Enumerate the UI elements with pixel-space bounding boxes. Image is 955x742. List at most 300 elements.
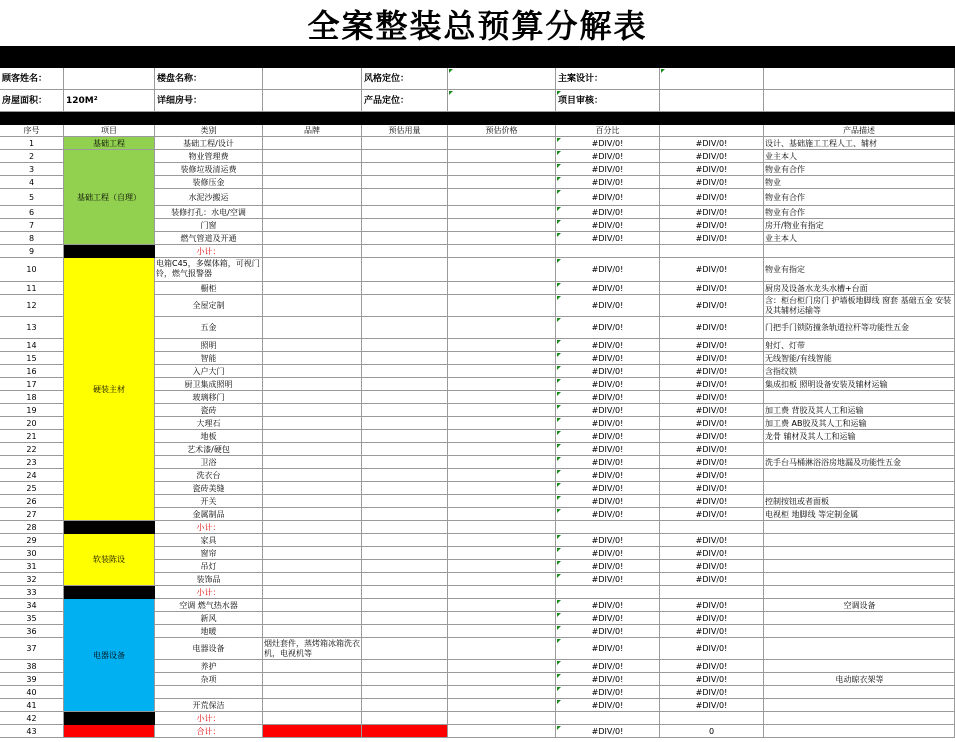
price-cell[interactable]	[448, 456, 556, 469]
row-number[interactable]: 6	[0, 206, 64, 219]
brand-cell[interactable]	[263, 660, 362, 673]
percent-cell[interactable]: #DIV/0!	[556, 417, 660, 430]
brand-cell[interactable]	[263, 189, 362, 206]
price-cell[interactable]	[448, 612, 556, 625]
description-cell[interactable]	[764, 699, 955, 712]
percent-cell[interactable]: #DIV/0!	[556, 599, 660, 612]
quantity-cell[interactable]	[362, 469, 448, 482]
percent-cell[interactable]: #DIV/0!	[556, 317, 660, 339]
price-cell[interactable]	[448, 339, 556, 352]
category-cell[interactable]: 瓷砖美缝	[155, 482, 263, 495]
brand-cell[interactable]	[263, 339, 362, 352]
project-group[interactable]: 基础工程	[64, 137, 155, 150]
category-cell[interactable]: 养护	[155, 660, 263, 673]
brand-cell[interactable]	[263, 547, 362, 560]
quantity-cell[interactable]	[362, 352, 448, 365]
quantity-cell[interactable]	[362, 206, 448, 219]
description-cell[interactable]: 射灯、灯带	[764, 339, 955, 352]
percent-cell[interactable]: #DIV/0!	[556, 560, 660, 573]
percent-cell[interactable]: #DIV/0!	[556, 482, 660, 495]
category-cell[interactable]: 智能	[155, 352, 263, 365]
category-cell[interactable]: 燃气管道及开通	[155, 232, 263, 245]
brand-cell[interactable]	[263, 712, 362, 725]
quantity-cell[interactable]	[362, 137, 448, 150]
price-cell[interactable]	[448, 417, 556, 430]
description-cell[interactable]: 集成扣板 照明设备安装及辅材运输	[764, 378, 955, 391]
row-number[interactable]: 23	[0, 456, 64, 469]
info-cell[interactable]	[764, 68, 955, 90]
row-number[interactable]: 7	[0, 219, 64, 232]
price-cell[interactable]	[448, 317, 556, 339]
percent2-cell[interactable]: #DIV/0!	[660, 163, 764, 176]
info-cell[interactable]: 顾客姓名：	[0, 68, 64, 90]
price-cell[interactable]	[448, 282, 556, 295]
info-cell[interactable]: 项目审核：	[556, 90, 660, 112]
percent-cell[interactable]: #DIV/0!	[556, 456, 660, 469]
percent2-cell[interactable]: #DIV/0!	[660, 206, 764, 219]
quantity-cell[interactable]	[362, 391, 448, 404]
brand-cell[interactable]	[263, 443, 362, 456]
project-group[interactable]: 基础工程（自理）	[64, 150, 155, 245]
quantity-cell[interactable]	[362, 673, 448, 686]
category-cell[interactable]: 小计：	[155, 245, 263, 258]
brand-cell[interactable]	[263, 534, 362, 547]
price-cell[interactable]	[448, 232, 556, 245]
category-cell[interactable]: 卫浴	[155, 456, 263, 469]
row-number[interactable]: 33	[0, 586, 64, 599]
price-cell[interactable]	[448, 699, 556, 712]
percent2-cell[interactable]: #DIV/0!	[660, 417, 764, 430]
row-number[interactable]: 38	[0, 660, 64, 673]
percent-cell[interactable]: #DIV/0!	[556, 137, 660, 150]
price-cell[interactable]	[448, 430, 556, 443]
percent2-cell[interactable]: #DIV/0!	[660, 456, 764, 469]
description-cell[interactable]	[764, 391, 955, 404]
category-cell[interactable]: 杂项	[155, 673, 263, 686]
percent2-cell[interactable]: #DIV/0!	[660, 638, 764, 660]
category-cell[interactable]: 装饰品	[155, 573, 263, 586]
category-cell[interactable]: 橱柜	[155, 282, 263, 295]
category-cell[interactable]: 小计：	[155, 586, 263, 599]
row-number[interactable]: 24	[0, 469, 64, 482]
category-cell[interactable]: 地板	[155, 430, 263, 443]
description-cell[interactable]	[764, 547, 955, 560]
price-cell[interactable]	[448, 206, 556, 219]
category-cell[interactable]: 开关	[155, 495, 263, 508]
quantity-cell[interactable]	[362, 150, 448, 163]
percent-cell[interactable]: #DIV/0!	[556, 365, 660, 378]
description-cell[interactable]	[764, 638, 955, 660]
price-cell[interactable]	[448, 258, 556, 282]
price-cell[interactable]	[448, 404, 556, 417]
percent-cell[interactable]: #DIV/0!	[556, 686, 660, 699]
brand-cell[interactable]	[263, 417, 362, 430]
category-cell[interactable]: 洗衣台	[155, 469, 263, 482]
row-number[interactable]: 20	[0, 417, 64, 430]
percent2-cell[interactable]: #DIV/0!	[660, 317, 764, 339]
percent2-cell[interactable]: #DIV/0!	[660, 547, 764, 560]
info-cell[interactable]	[660, 90, 764, 112]
quantity-cell[interactable]	[362, 232, 448, 245]
quantity-cell[interactable]	[362, 625, 448, 638]
quantity-cell[interactable]	[362, 534, 448, 547]
row-number[interactable]: 29	[0, 534, 64, 547]
quantity-cell[interactable]	[362, 317, 448, 339]
category-cell[interactable]: 五金	[155, 317, 263, 339]
brand-cell[interactable]	[263, 456, 362, 469]
row-number[interactable]: 5	[0, 189, 64, 206]
brand-cell[interactable]	[263, 686, 362, 699]
quantity-cell[interactable]	[362, 725, 448, 738]
description-cell[interactable]	[764, 245, 955, 258]
percent2-cell[interactable]: #DIV/0!	[660, 495, 764, 508]
row-number[interactable]: 35	[0, 612, 64, 625]
category-cell[interactable]: 物业管理费	[155, 150, 263, 163]
row-number[interactable]: 1	[0, 137, 64, 150]
info-cell[interactable]: 产品定位：	[362, 90, 448, 112]
row-number[interactable]: 11	[0, 282, 64, 295]
price-cell[interactable]	[448, 725, 556, 738]
percent2-cell[interactable]: #DIV/0!	[660, 660, 764, 673]
brand-cell[interactable]	[263, 430, 362, 443]
percent2-cell[interactable]: #DIV/0!	[660, 365, 764, 378]
percent-cell[interactable]: #DIV/0!	[556, 699, 660, 712]
quantity-cell[interactable]	[362, 712, 448, 725]
brand-cell[interactable]	[263, 163, 362, 176]
quantity-cell[interactable]	[362, 521, 448, 534]
price-cell[interactable]	[448, 245, 556, 258]
description-cell[interactable]: 无线智能/有线智能	[764, 352, 955, 365]
percent-cell[interactable]: #DIV/0!	[556, 232, 660, 245]
price-cell[interactable]	[448, 586, 556, 599]
row-number[interactable]: 30	[0, 547, 64, 560]
brand-cell[interactable]	[263, 573, 362, 586]
row-number[interactable]: 10	[0, 258, 64, 282]
percent2-cell[interactable]: 0	[660, 725, 764, 738]
category-cell[interactable]: 窗帘	[155, 547, 263, 560]
brand-cell[interactable]	[263, 245, 362, 258]
percent2-cell[interactable]: #DIV/0!	[660, 150, 764, 163]
price-cell[interactable]	[448, 534, 556, 547]
description-cell[interactable]: 控制按钮或者面板	[764, 495, 955, 508]
quantity-cell[interactable]	[362, 404, 448, 417]
price-cell[interactable]	[448, 219, 556, 232]
category-cell[interactable]: 玻璃移门	[155, 391, 263, 404]
percent2-cell[interactable]: #DIV/0!	[660, 625, 764, 638]
percent-cell[interactable]: #DIV/0!	[556, 391, 660, 404]
percent-cell[interactable]: #DIV/0!	[556, 612, 660, 625]
row-number[interactable]: 32	[0, 573, 64, 586]
brand-cell[interactable]	[263, 232, 362, 245]
category-cell[interactable]: 瓷砖	[155, 404, 263, 417]
description-cell[interactable]: 龙骨 辅材及其人工和运输	[764, 430, 955, 443]
row-number[interactable]: 42	[0, 712, 64, 725]
category-cell[interactable]: 吊灯	[155, 560, 263, 573]
percent2-cell[interactable]: #DIV/0!	[660, 378, 764, 391]
price-cell[interactable]	[448, 521, 556, 534]
percent-cell[interactable]: #DIV/0!	[556, 295, 660, 317]
quantity-cell[interactable]	[362, 660, 448, 673]
row-number[interactable]: 17	[0, 378, 64, 391]
percent2-cell[interactable]: #DIV/0!	[660, 137, 764, 150]
price-cell[interactable]	[448, 712, 556, 725]
category-cell[interactable]: 小计：	[155, 521, 263, 534]
price-cell[interactable]	[448, 176, 556, 189]
percent2-cell[interactable]: #DIV/0!	[660, 443, 764, 456]
row-number[interactable]: 31	[0, 560, 64, 573]
percent-cell[interactable]: #DIV/0!	[556, 469, 660, 482]
description-cell[interactable]: 加工费 背胶及其人工和运输	[764, 404, 955, 417]
quantity-cell[interactable]	[362, 417, 448, 430]
brand-cell[interactable]	[263, 137, 362, 150]
price-cell[interactable]	[448, 365, 556, 378]
percent2-cell[interactable]: #DIV/0!	[660, 176, 764, 189]
percent2-cell[interactable]: #DIV/0!	[660, 232, 764, 245]
row-number[interactable]: 39	[0, 673, 64, 686]
quantity-cell[interactable]	[362, 560, 448, 573]
percent2-cell[interactable]: #DIV/0!	[660, 686, 764, 699]
percent-cell[interactable]: #DIV/0!	[556, 534, 660, 547]
row-number[interactable]: 25	[0, 482, 64, 495]
percent2-cell[interactable]: #DIV/0!	[660, 258, 764, 282]
percent2-cell[interactable]: #DIV/0!	[660, 295, 764, 317]
price-cell[interactable]	[448, 508, 556, 521]
description-cell[interactable]: 业主本人	[764, 232, 955, 245]
column-header[interactable]: 预估价格	[448, 125, 556, 137]
row-number[interactable]: 22	[0, 443, 64, 456]
price-cell[interactable]	[448, 482, 556, 495]
price-cell[interactable]	[448, 378, 556, 391]
description-cell[interactable]: 含指纹锁	[764, 365, 955, 378]
category-cell[interactable]: 门窗	[155, 219, 263, 232]
quantity-cell[interactable]	[362, 508, 448, 521]
category-cell[interactable]: 厨卫集成照明	[155, 378, 263, 391]
percent2-cell[interactable]: #DIV/0!	[660, 189, 764, 206]
description-cell[interactable]	[764, 521, 955, 534]
description-cell[interactable]: 物业有合作	[764, 189, 955, 206]
row-number[interactable]: 28	[0, 521, 64, 534]
category-cell[interactable]: 基础工程/设计	[155, 137, 263, 150]
quantity-cell[interactable]	[362, 456, 448, 469]
percent-cell[interactable]: #DIV/0!	[556, 725, 660, 738]
description-cell[interactable]	[764, 573, 955, 586]
percent-cell[interactable]: #DIV/0!	[556, 430, 660, 443]
row-number[interactable]: 37	[0, 638, 64, 660]
description-cell[interactable]	[764, 560, 955, 573]
brand-cell[interactable]	[263, 391, 362, 404]
percent-cell[interactable]	[556, 245, 660, 258]
quantity-cell[interactable]	[362, 219, 448, 232]
description-cell[interactable]	[764, 482, 955, 495]
percent-cell[interactable]: #DIV/0!	[556, 206, 660, 219]
quantity-cell[interactable]	[362, 573, 448, 586]
percent2-cell[interactable]: #DIV/0!	[660, 339, 764, 352]
category-cell[interactable]: 装修压金	[155, 176, 263, 189]
percent2-cell[interactable]: #DIV/0!	[660, 404, 764, 417]
quantity-cell[interactable]	[362, 245, 448, 258]
brand-cell[interactable]	[263, 725, 362, 738]
category-cell[interactable]: 装修垃圾清运费	[155, 163, 263, 176]
brand-cell[interactable]	[263, 625, 362, 638]
description-cell[interactable]: 厨房及设备水龙头水槽+台面	[764, 282, 955, 295]
description-cell[interactable]: 物业有合作	[764, 206, 955, 219]
info-cell[interactable]	[448, 90, 556, 112]
price-cell[interactable]	[448, 352, 556, 365]
percent-cell[interactable]: #DIV/0!	[556, 163, 660, 176]
category-cell[interactable]: 艺术漆/硬包	[155, 443, 263, 456]
percent-cell[interactable]	[556, 521, 660, 534]
quantity-cell[interactable]	[362, 282, 448, 295]
brand-cell[interactable]	[263, 469, 362, 482]
column-header[interactable]: 序号	[0, 125, 64, 137]
brand-cell[interactable]	[263, 560, 362, 573]
project-group[interactable]: 软装陈设	[64, 534, 155, 586]
category-cell[interactable]: 入户大门	[155, 365, 263, 378]
quantity-cell[interactable]	[362, 189, 448, 206]
row-number[interactable]: 21	[0, 430, 64, 443]
percent-cell[interactable]: #DIV/0!	[556, 508, 660, 521]
price-cell[interactable]	[448, 295, 556, 317]
row-number[interactable]: 40	[0, 686, 64, 699]
percent2-cell[interactable]: #DIV/0!	[660, 573, 764, 586]
info-cell[interactable]: 风格定位：	[362, 68, 448, 90]
description-cell[interactable]: 洗手台马桶淋浴浴房地漏及功能性五金	[764, 456, 955, 469]
percent2-cell[interactable]	[660, 712, 764, 725]
percent2-cell[interactable]	[660, 586, 764, 599]
percent-cell[interactable]: #DIV/0!	[556, 625, 660, 638]
row-number[interactable]: 3	[0, 163, 64, 176]
info-cell[interactable]	[263, 90, 362, 112]
description-cell[interactable]: 空调设备	[764, 599, 955, 612]
brand-cell[interactable]	[263, 150, 362, 163]
description-cell[interactable]: 业主本人	[764, 150, 955, 163]
category-cell[interactable]: 电器设备	[155, 638, 263, 660]
description-cell[interactable]	[764, 469, 955, 482]
info-cell[interactable]	[660, 68, 764, 90]
project-group[interactable]	[64, 725, 155, 738]
percent2-cell[interactable]: #DIV/0!	[660, 352, 764, 365]
brand-cell[interactable]	[263, 586, 362, 599]
info-cell[interactable]	[764, 90, 955, 112]
brand-cell[interactable]	[263, 176, 362, 189]
row-number[interactable]: 16	[0, 365, 64, 378]
row-number[interactable]: 26	[0, 495, 64, 508]
quantity-cell[interactable]	[362, 686, 448, 699]
category-cell[interactable]: 地暖	[155, 625, 263, 638]
description-cell[interactable]: 加工费 AB胶及其人工和运输	[764, 417, 955, 430]
price-cell[interactable]	[448, 150, 556, 163]
percent-cell[interactable]: #DIV/0!	[556, 258, 660, 282]
brand-cell[interactable]	[263, 365, 362, 378]
percent2-cell[interactable]: #DIV/0!	[660, 391, 764, 404]
brand-cell[interactable]	[263, 317, 362, 339]
row-number[interactable]: 19	[0, 404, 64, 417]
brand-cell[interactable]	[263, 295, 362, 317]
row-number[interactable]: 2	[0, 150, 64, 163]
category-cell[interactable]: 新风	[155, 612, 263, 625]
column-header[interactable]: 预估用量	[362, 125, 448, 137]
percent-cell[interactable]: #DIV/0!	[556, 547, 660, 560]
row-number[interactable]: 12	[0, 295, 64, 317]
row-number[interactable]: 34	[0, 599, 64, 612]
percent-cell[interactable]: #DIV/0!	[556, 176, 660, 189]
quantity-cell[interactable]	[362, 378, 448, 391]
quantity-cell[interactable]	[362, 699, 448, 712]
row-number[interactable]: 9	[0, 245, 64, 258]
percent-cell[interactable]: #DIV/0!	[556, 282, 660, 295]
percent-cell[interactable]	[556, 712, 660, 725]
brand-cell[interactable]: 烟灶套件，蒸烤箱冰箱洗衣机，电视机等	[264, 639, 360, 658]
description-cell[interactable]: 电动晾衣架等	[764, 673, 955, 686]
info-cell[interactable]	[263, 68, 362, 90]
description-cell[interactable]: 设计、基础施工工程人工、辅材	[764, 137, 955, 150]
category-cell[interactable]: 全屋定制	[155, 295, 263, 317]
percent2-cell[interactable]: #DIV/0!	[660, 699, 764, 712]
percent-cell[interactable]: #DIV/0!	[556, 378, 660, 391]
description-cell[interactable]	[764, 686, 955, 699]
description-cell[interactable]	[764, 712, 955, 725]
category-cell[interactable]	[155, 686, 263, 699]
percent-cell[interactable]: #DIV/0!	[556, 189, 660, 206]
column-header[interactable]: 品牌	[263, 125, 362, 137]
percent2-cell[interactable]	[660, 245, 764, 258]
description-cell[interactable]: 电视柜 地脚线 等定制金属	[764, 508, 955, 521]
description-cell[interactable]	[764, 534, 955, 547]
description-cell[interactable]: 门把手门锁防撞条轨道拉杆等功能性五金	[764, 317, 955, 339]
quantity-cell[interactable]	[362, 482, 448, 495]
price-cell[interactable]	[448, 599, 556, 612]
category-cell[interactable]: 大理石	[155, 417, 263, 430]
info-cell[interactable]: 楼盘名称：	[155, 68, 263, 90]
description-cell[interactable]	[764, 725, 955, 738]
price-cell[interactable]	[448, 660, 556, 673]
quantity-cell[interactable]	[362, 495, 448, 508]
column-header[interactable]	[660, 125, 764, 137]
description-cell[interactable]: 物业	[764, 176, 955, 189]
percent2-cell[interactable]: #DIV/0!	[660, 560, 764, 573]
brand-cell[interactable]	[263, 404, 362, 417]
info-cell[interactable]: 主案设计：	[556, 68, 660, 90]
percent2-cell[interactable]: #DIV/0!	[660, 673, 764, 686]
brand-cell[interactable]	[263, 482, 362, 495]
quantity-cell[interactable]	[362, 430, 448, 443]
percent2-cell[interactable]: #DIV/0!	[660, 482, 764, 495]
percent-cell[interactable]: #DIV/0!	[556, 150, 660, 163]
row-number[interactable]: 18	[0, 391, 64, 404]
brand-cell[interactable]	[263, 258, 362, 282]
price-cell[interactable]	[448, 137, 556, 150]
row-number[interactable]: 8	[0, 232, 64, 245]
description-cell[interactable]	[764, 660, 955, 673]
brand-cell[interactable]	[263, 699, 362, 712]
description-cell[interactable]	[764, 625, 955, 638]
column-header[interactable]: 产品描述	[764, 125, 955, 137]
price-cell[interactable]	[448, 573, 556, 586]
percent-cell[interactable]	[556, 586, 660, 599]
quantity-cell[interactable]	[362, 339, 448, 352]
brand-cell[interactable]	[263, 219, 362, 232]
quantity-cell[interactable]	[362, 365, 448, 378]
row-number[interactable]: 43	[0, 725, 64, 738]
percent2-cell[interactable]: #DIV/0!	[660, 282, 764, 295]
percent2-cell[interactable]: #DIV/0!	[660, 534, 764, 547]
percent-cell[interactable]: #DIV/0!	[556, 660, 660, 673]
category-cell[interactable]: 照明	[155, 339, 263, 352]
row-number[interactable]: 27	[0, 508, 64, 521]
project-group[interactable]: 硬装主材	[64, 258, 155, 521]
info-cell[interactable]	[448, 68, 556, 90]
price-cell[interactable]	[448, 443, 556, 456]
